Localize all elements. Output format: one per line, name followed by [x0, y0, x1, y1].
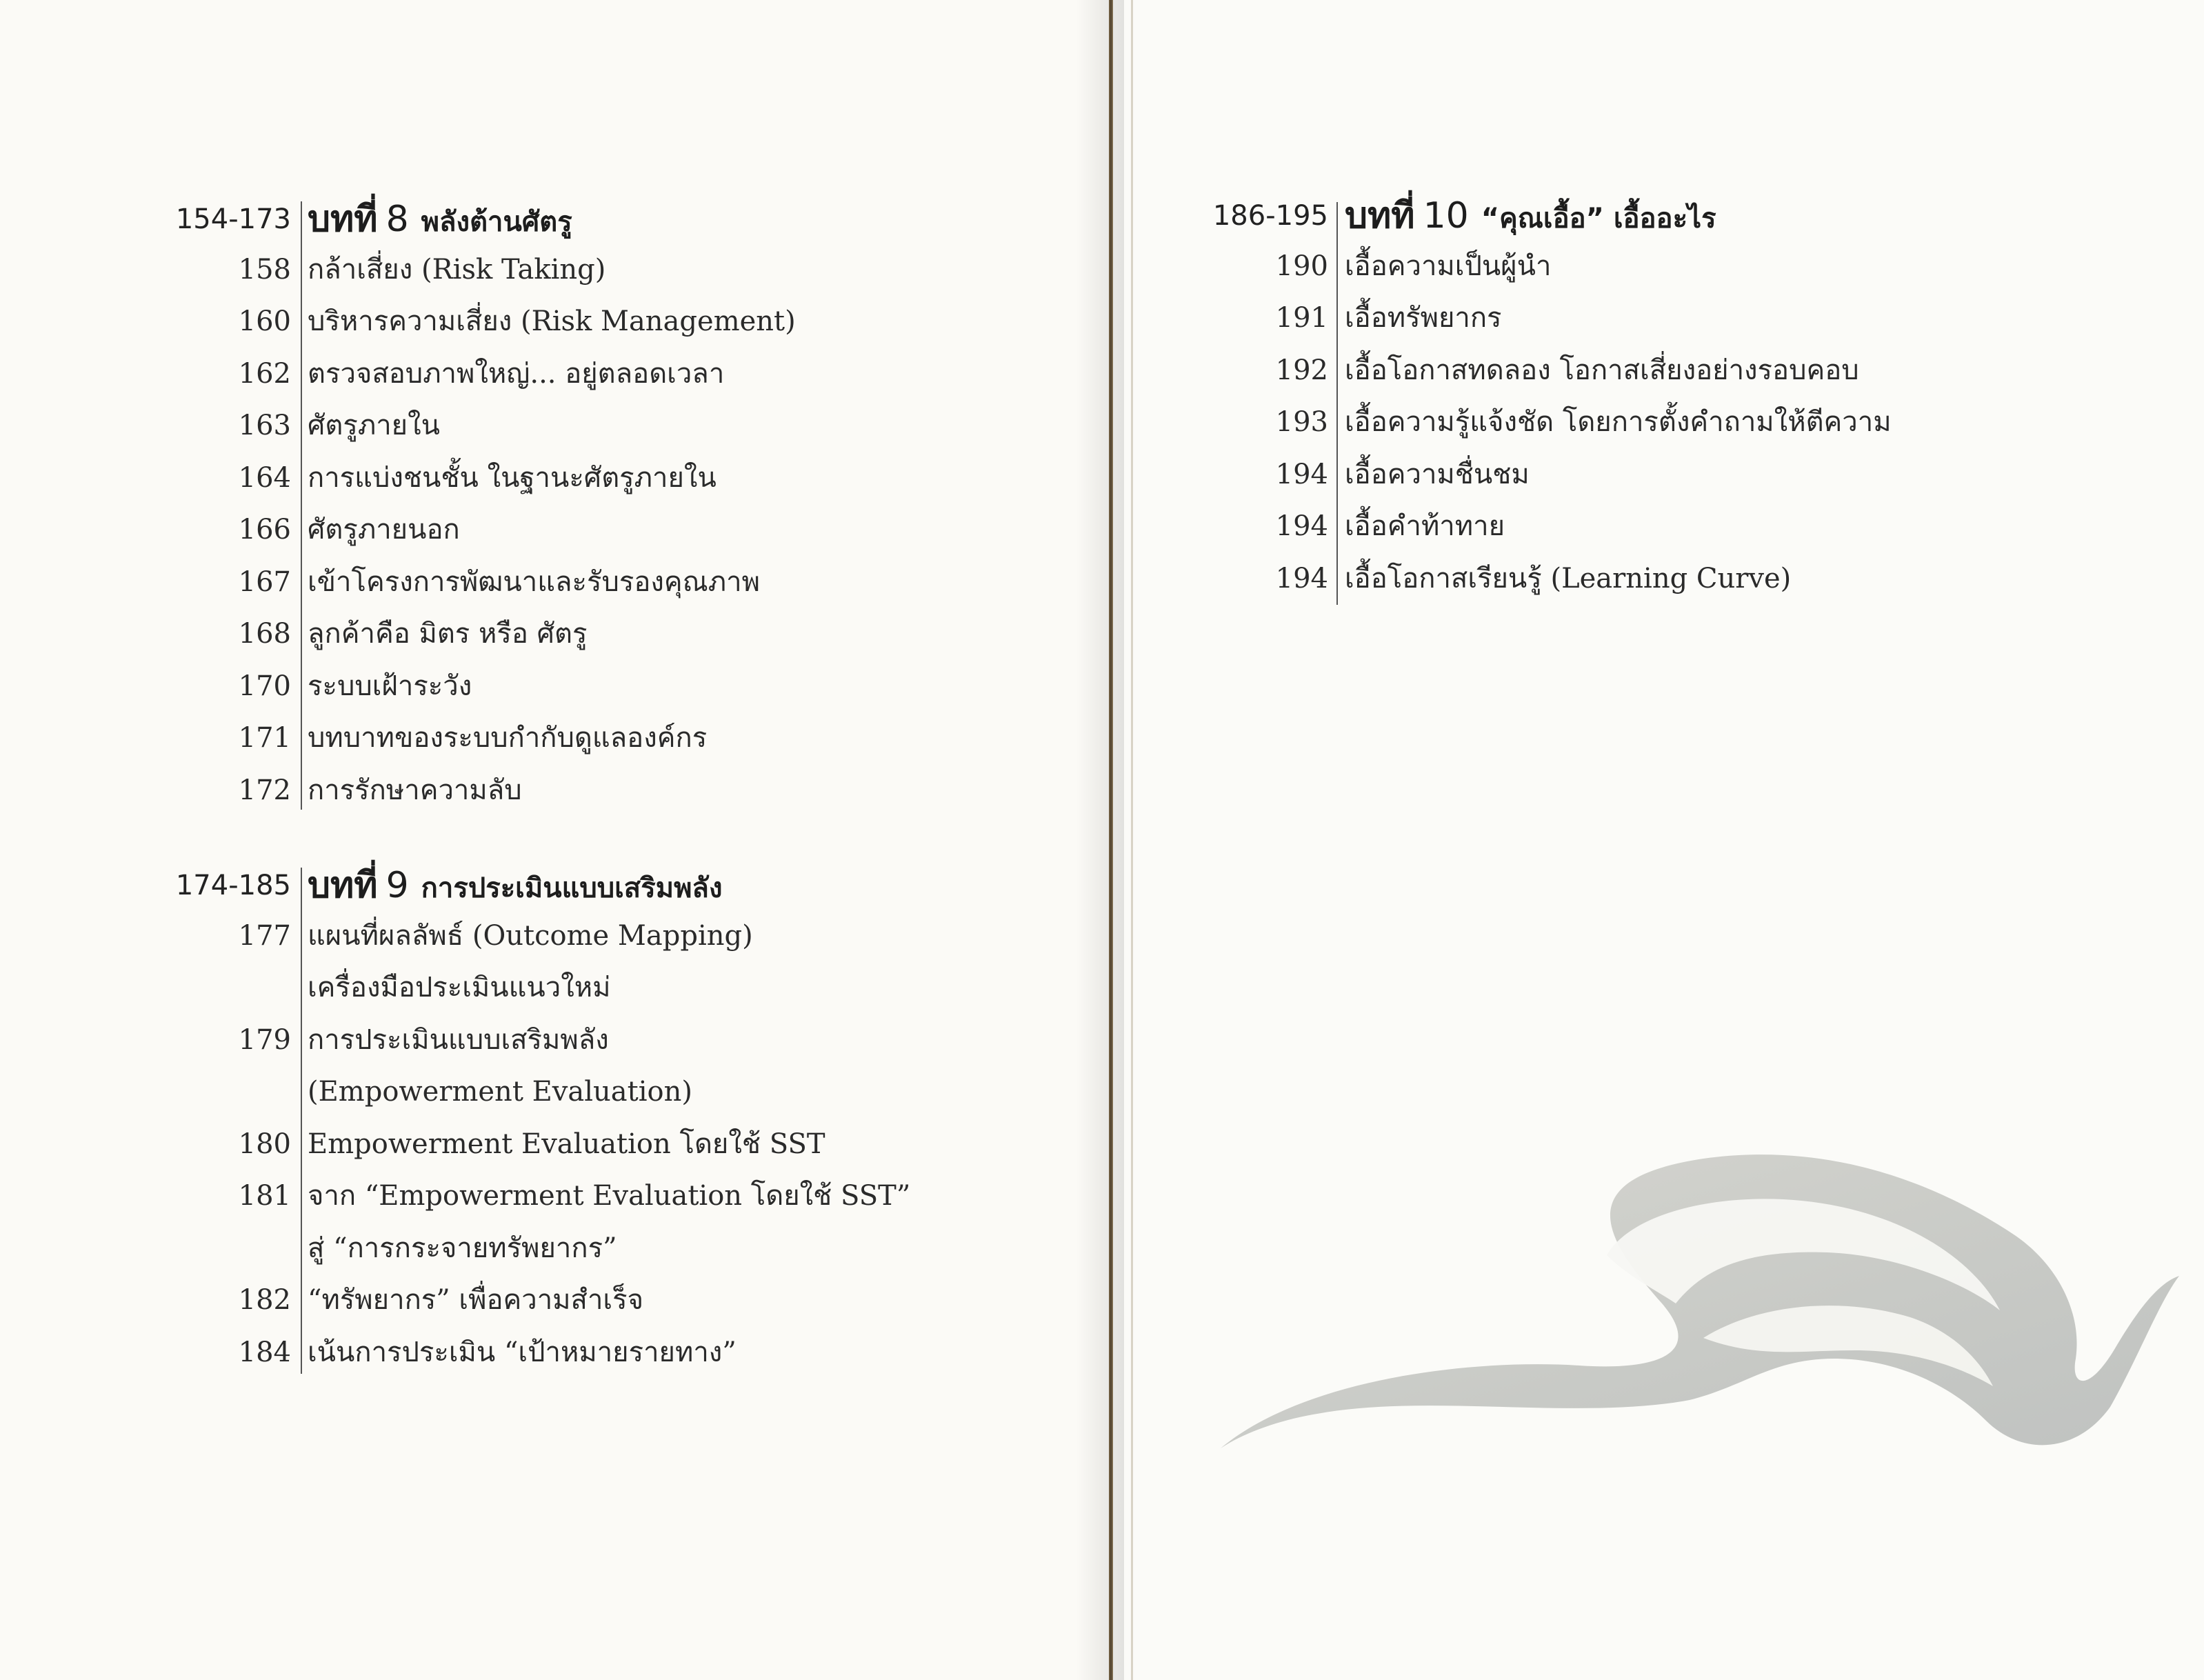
entry-title: แผนที่ผลลัพธ์ (Outcome Mapping): [308, 919, 753, 952]
chapter-page-range: 154-173: [175, 203, 291, 235]
entry-title: ตรวจสอบภาพใหญ่... อยู่ตลอดเวลา: [308, 357, 725, 390]
entry-page-number: 194: [1275, 458, 1328, 490]
entry-list: [1275, 241, 2138, 606]
chapter-name: “คุณเอื้อ” เอื้ออะไร: [1481, 203, 1716, 234]
toc-entry: [238, 1119, 1066, 1171]
toc-chapter-9: [175, 858, 1066, 1379]
entry-title: เอื้อคำท้าทาย: [1345, 510, 1505, 542]
entry-page-number: 168: [238, 618, 291, 650]
entry-page-number: 162: [238, 357, 291, 390]
entry-title: กล้าเสี่ยง (Risk Taking): [308, 253, 606, 286]
toc-chapter-8: [175, 192, 1066, 817]
chapter-name: พลังต้านศัตรู: [421, 206, 572, 238]
book-spine: [1109, 0, 1113, 1680]
entry-page-number: 194: [1275, 562, 1328, 594]
toc-chapter-10: [1212, 188, 2138, 605]
entry-page-number: 177: [238, 919, 291, 952]
entry-page-number: 181: [238, 1180, 291, 1212]
entry-page-number: 167: [238, 566, 291, 598]
chapter-number: 9: [385, 865, 409, 906]
entry-page-number: 158: [238, 253, 291, 286]
chapter-number: 8: [385, 199, 409, 240]
chapter-heading: [175, 192, 1066, 244]
entry-title: ลูกค้าคือ มิตร หรือ ศัตรู: [308, 618, 588, 650]
entry-list: [238, 244, 1066, 817]
toc-entry: [238, 400, 1066, 452]
entry-page-number: 179: [238, 1023, 291, 1056]
toc-entry: [1275, 501, 2138, 553]
chapter-word: บทที่: [308, 199, 378, 240]
chapter-page-range: 186-195: [1212, 200, 1328, 232]
entry-title: ศัตรูภายใน: [308, 410, 440, 441]
entry-title: สู่ “การกระจายทรัพยากร”: [308, 1232, 617, 1264]
toc-entry: [238, 1327, 1066, 1379]
toc-divider-line: [301, 868, 302, 1374]
chapter-number: 10: [1423, 195, 1469, 237]
entry-title: ระบบเฝ้าระวัง: [308, 670, 472, 702]
toc-entry: [1275, 449, 2138, 501]
toc-entry: [238, 296, 1066, 348]
entry-page-number: 180: [238, 1128, 291, 1160]
entry-page-number: 163: [238, 410, 291, 441]
entry-page-number: 171: [238, 722, 291, 754]
toc-entry: [238, 712, 1066, 765]
toc-entry: [1275, 397, 2138, 449]
toc-entry: [238, 504, 1066, 557]
toc-entry: [238, 910, 1066, 963]
entry-title: ศัตรูภายนอก: [308, 514, 460, 546]
entry-page-number: 172: [238, 774, 291, 806]
toc-divider-line: [301, 201, 302, 810]
chapter-page-range: 174-185: [175, 870, 291, 901]
toc-entry: [238, 1014, 1066, 1067]
entry-page-number: 194: [1275, 510, 1328, 542]
chapter-heading: [175, 858, 1066, 910]
toc-entry: [238, 1274, 1066, 1327]
entry-title: การประเมินแบบเสริมพลัง: [308, 1023, 609, 1056]
entry-title: “ทรัพยากร” เพื่อความสำเร็จ: [308, 1284, 644, 1316]
entry-title: เน้นการประเมิน “เป้าหมายรายทาง”: [308, 1336, 737, 1368]
toc-entry: [238, 765, 1066, 817]
entry-title: เอื้อโอกาสทดลอง โอกาสเสี่ยงอย่างรอบคอบ: [1345, 354, 1859, 386]
toc-entry: [1275, 292, 2138, 345]
entry-title: เอื้อความชื่นชม: [1345, 458, 1530, 490]
toc-entry: [308, 1223, 1066, 1275]
toc-entry: [1275, 241, 2138, 293]
entry-title: เอื้อทรัพยากร: [1345, 302, 1502, 334]
toc-entry: [238, 557, 1066, 609]
toc-divider-line: [1336, 202, 1338, 605]
entry-title: เอื้อความรู้แจ้งชัด โดยการตั้งคำถามให้ตีความ: [1345, 406, 1892, 438]
toc-entry: [1275, 553, 2138, 606]
toc-entry: [238, 661, 1066, 713]
entry-page-number: 193: [1275, 406, 1328, 438]
entry-page-number: 192: [1275, 354, 1328, 386]
book-gutter-shadow: [1076, 0, 1124, 1680]
page-edge: [1131, 0, 1133, 1680]
toc-entry: [238, 608, 1066, 661]
entry-title: การแบ่งชนชั้น ในฐานะศัตรูภายใน: [308, 461, 717, 494]
entry-page-number: 184: [238, 1336, 291, 1368]
toc-entry: [238, 348, 1066, 401]
wave-ornament-icon: [1221, 1131, 2200, 1476]
entry-title: บริหารความเสี่ยง (Risk Management): [308, 306, 796, 337]
entry-title: (Empowerment Evaluation): [308, 1076, 692, 1108]
entry-title: บทบาทของระบบกำกับดูแลองค์กร: [308, 722, 708, 754]
entry-title: จาก “Empowerment Evaluation โดยใช้ SST”: [308, 1180, 911, 1212]
toc-entry: [308, 962, 1066, 1014]
entry-page-number: 190: [1275, 250, 1328, 282]
entry-page-number: 191: [1275, 302, 1328, 334]
entry-page-number: 160: [238, 306, 291, 337]
toc-entry: [238, 1170, 1066, 1223]
toc-entry: [238, 452, 1066, 505]
entry-title: เครื่องมือประเมินแนวใหม่: [308, 972, 611, 1003]
chapter-word: บทที่: [1345, 195, 1415, 237]
entry-title: เข้าโครงการพัฒนาและรับรองคุณภาพ: [308, 566, 760, 598]
entry-page-number: 170: [238, 670, 291, 702]
entry-list: [238, 910, 1066, 1379]
chapter-name: การประเมินแบบเสริมพลัง: [421, 872, 723, 904]
toc-entry: [1275, 345, 2138, 397]
toc-entry: [308, 1066, 1066, 1119]
entry-page-number: 166: [238, 514, 291, 546]
entry-title: เอื้อความเป็นผู้นำ: [1345, 250, 1552, 282]
chapter-word: บทที่: [308, 865, 378, 906]
entry-title: Empowerment Evaluation โดยใช้ SST: [308, 1128, 825, 1160]
toc-entry: [238, 244, 1066, 297]
entry-title: การรักษาความลับ: [308, 774, 522, 806]
entry-page-number: 164: [238, 461, 291, 494]
entry-title: เอื้อโอกาสเรียนรู้ (Learning Curve): [1345, 562, 1792, 594]
chapter-heading: [1212, 188, 2138, 241]
entry-page-number: 182: [238, 1284, 291, 1316]
